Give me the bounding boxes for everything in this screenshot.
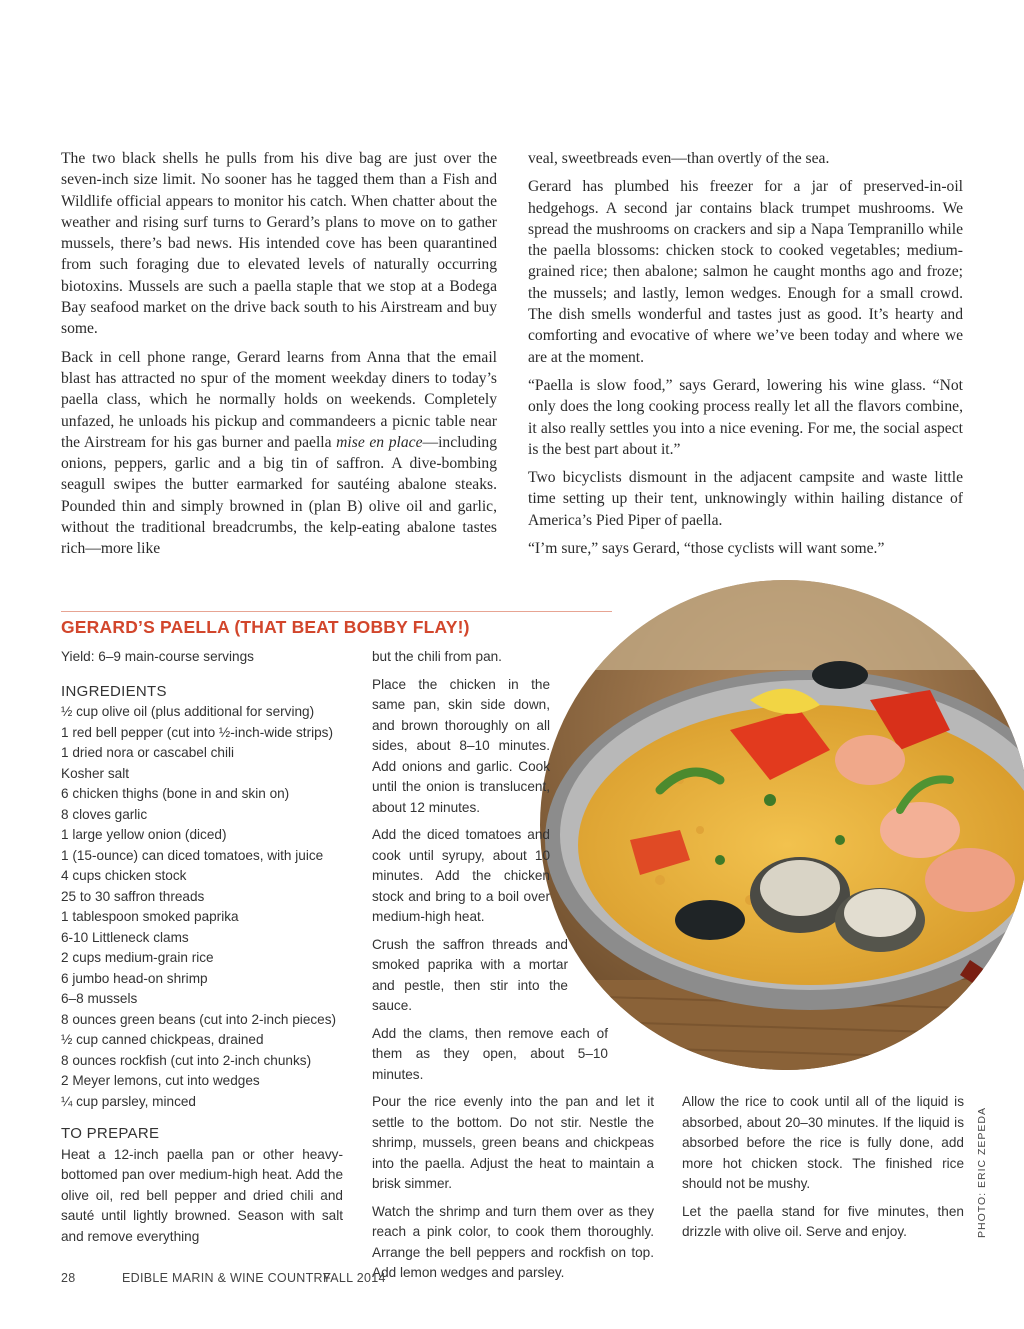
- story-column-right: [528, 148, 963, 566]
- prepare-heading: TO PREPARE: [61, 1125, 160, 1142]
- ingredient-item: Kosher salt: [61, 765, 130, 781]
- recipe-step: Allow the rice to cook until all of the liquid is absorbed, about 20–30 minutes. If the liquid is absorbed before the rice is fully done, add more hot chicken stock. The finished rice should not be mushy.: [682, 1094, 964, 1191]
- ingredient-item: 25 to 30 saffron threads: [61, 888, 205, 904]
- issue-label: FALL 2014: [323, 1271, 386, 1285]
- story-paragraph: veal, sweetbreads even—than overtly of the sea.: [528, 150, 830, 167]
- story-paragraph: [61, 347, 497, 560]
- ingredient-item: 2 cups medium-grain rice: [61, 950, 214, 965]
- recipe-step: Place the chicken in the same pan, skin side down, and brown thoroughly on all sides, about 8–10 minutes. Add onions and garlic. Cook until the onion is translucent, about 12 minutes.: [372, 676, 550, 815]
- story-text: Back in cell phone range, Gerard learns from Anna that the email blast has attracted no spur of the moment weekday diners to today’s paella class, which he normally holds on weekends. Completely unfazed, he unloads his pickup and commandeers a picnic table near the Airstream for his gas burner and paella: [61, 348, 497, 451]
- ingredient-item: ¼ cup parsley, minced: [61, 1093, 196, 1109]
- ingredient-item: 8 ounces rockfish (cut into 2-inch chunks): [61, 1052, 312, 1068]
- ingredient-item: 1 tablespoon smoked paprika: [61, 909, 239, 924]
- ingredients-list: [61, 702, 343, 1112]
- ingredient-item: 6-10 Littleneck clams: [61, 929, 189, 945]
- story-text: —including onions, peppers, garlic and a big tin of saffron. A dive-bombing seagull swipes the butter earmarked for sautéing abalone steaks. Pounded thin and simply browned in (plan B) olive oil and garlic, without the traditional breadcrumbs, the kelp-eating abalone tastes rich—more like: [61, 433, 497, 558]
- recipe-column-left: [61, 647, 343, 1254]
- recipe-step: Let the paella stand for five minutes, then drizzle with olive oil. Serve and enjoy.: [682, 1203, 964, 1239]
- ingredient-item: 8 ounces green beans (cut into 2-inch pieces): [61, 1011, 337, 1027]
- ingredient-item: 6 jumbo head-on shrimp: [61, 970, 208, 986]
- recipe-title: GERARD’S PAELLA (THAT BEAT BOBBY FLAY!): [61, 617, 470, 637]
- recipe-step: Crush the saffron threads and smoked paprika with a mortar and pestle, then stir into the sauce.: [372, 936, 568, 1013]
- story-paragraph: The two black shells he pulls from his dive bag are just over the seven-inch size limit. No sooner has he tagged them than a Fish and Wildlife official appears to monitor his catch. When chatter about the weather and rising surf turns to Gerard’s plans to move on to gather mussels, there’s bad news. His intended cove has been quarantined from such foraging due to elevated levels of naturally occurring biotoxins. Mussels are such a paella staple that we stop at a Bodega Bay seafood market on the drive back south to his Airstream and buy some.: [61, 150, 497, 338]
- ingredient-item: 2 Meyer lemons, cut into wedges: [61, 1073, 260, 1088]
- ingredient-item: 8 cloves garlic: [61, 806, 148, 822]
- story-paragraph: Two bicyclists dismount in the adjacent campsite and waste little time setting up their tent, unknowingly within hailing distance of America’s Pied Piper of paella.: [528, 469, 963, 529]
- recipe-column-middle: [372, 647, 654, 1291]
- story-paragraph: “I’m sure,” says Gerard, “those cyclists will want some.”: [528, 540, 885, 558]
- ingredient-item: ½ cup olive oil (plus additional for serving): [61, 704, 315, 719]
- publication-name: EDIBLE MARIN & WINE COUNTRY: [122, 1271, 332, 1285]
- recipe-step: Pour the rice evenly into the pan and let it settle to the bottom. Do not stir. Nestle the shrimp, mussels, green beans and chickpeas into the paella. Adjust the heat to maintain a brisk simmer.: [372, 1094, 654, 1191]
- recipe-step: Add the clams, then remove each of them as they open, about 5–10 minutes.: [372, 1025, 608, 1082]
- ingredient-item: 6 chicken thighs (bone in and skin on): [61, 786, 290, 801]
- story-paragraph: “Paella is slow food,” says Gerard, lowering his wine glass. “Not only does the long cooking process really let all the flavors combine, it also really settles you into a nice evening. For me, the social aspect is the best part about it.”: [528, 376, 963, 458]
- recipe-divider: [61, 611, 612, 612]
- story-column-left: [61, 148, 497, 567]
- ingredients-heading: INGREDIENTS: [61, 682, 167, 700]
- recipe-step: but the chili from pan.: [372, 649, 502, 664]
- ingredient-item: 6–8 mussels: [61, 991, 138, 1006]
- ingredient-item: 1 red bell pepper (cut into ½-inch-wide strips): [61, 724, 334, 740]
- recipe-step: Heat a 12-inch paella pan or other heavy-bottomed pan over medium-high heat. Add the olive oil, red bell pepper and dried chili and sauté until lightly browned. Season with salt and remove everything: [61, 1146, 343, 1244]
- ingredient-item: ½ cup canned chickpeas, drained: [61, 1032, 264, 1047]
- recipe-step: Watch the shrimp and turn them over as they reach a pink color, to cook them thoroughly. Arrange the bell peppers and rockfish on top. Add lemon wedges and parsley.: [372, 1203, 654, 1280]
- ingredient-item: 1 (15-ounce) can diced tomatoes, with juice: [61, 847, 324, 863]
- story-italic-term: mise en place: [336, 433, 423, 451]
- recipe-column-right: [682, 1092, 964, 1250]
- photo-credit: PHOTO: ERIC ZEPEDA: [976, 1107, 988, 1238]
- ingredient-item: 1 large yellow onion (diced): [61, 827, 227, 842]
- page-number: 28: [61, 1271, 76, 1285]
- recipe-yield: Yield: 6–9 main-course servings: [61, 649, 254, 664]
- ingredient-item: 4 cups chicken stock: [61, 868, 187, 883]
- recipe-step: Add the diced tomatoes and cook until syrupy, about 10 minutes. Add the chicken stock and bring to a boil over medium-high heat.: [372, 827, 550, 924]
- story-paragraph: Gerard has plumbed his freezer for a jar of preserved-in-oil hedgehogs. A second jar contains black trumpet mushrooms. We spread the mushrooms on crackers and sip a Napa Tempranillo while the paella blossoms: chicken stock to cooked vegetables; medium-grained rice; then abalone; salmon he caught months ago and froze; the mussels; and lastly, lemon wedges. Enough for a small crowd. The dish smells wonderful and tastes just as good. It’s hearty and comforting and evocative of where we’ve been today and where we are at the moment.: [528, 178, 963, 366]
- ingredient-item: 1 dried nora or cascabel chili: [61, 745, 235, 760]
